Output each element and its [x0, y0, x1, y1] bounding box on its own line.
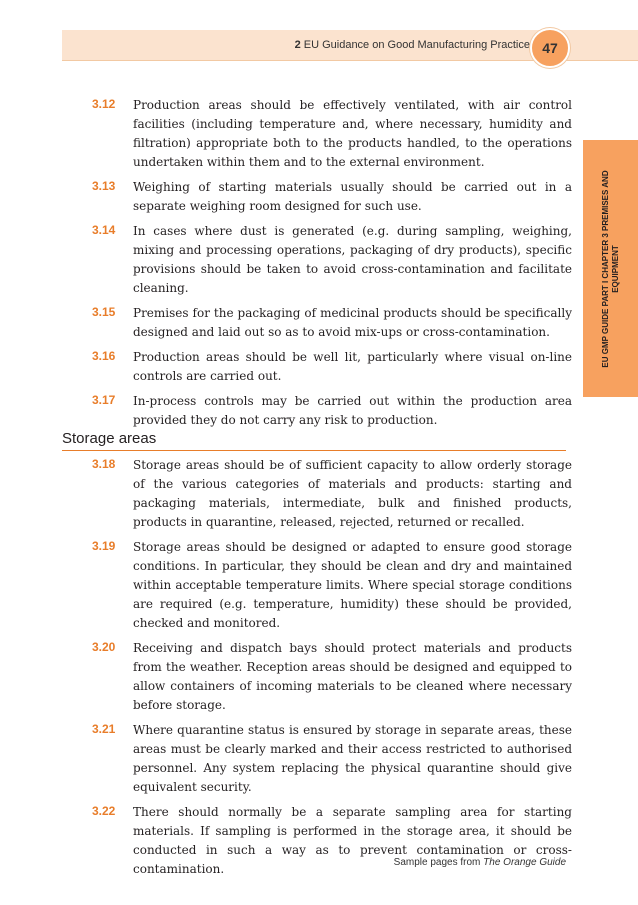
section-divider — [62, 450, 566, 451]
clause-text: There should normally be a separate sampling area for starting materials. If sampling is performed in the storage area, it should be conducted in such a way as to prevent contamination or cross-contamination. — [133, 805, 572, 876]
clause-number: 3.20 — [92, 640, 116, 654]
clause-item — [92, 222, 572, 298]
header-chapter-title: EU Guidance on Good Manufacturing Practice — [303, 39, 530, 51]
page-footer — [394, 857, 566, 868]
clause-item — [92, 456, 572, 532]
clause-item — [92, 392, 572, 430]
side-thumb-tab — [583, 140, 638, 397]
clause-number: 3.14 — [92, 223, 116, 237]
clause-number: 3.18 — [92, 457, 116, 471]
footer-prefix: Sample pages from — [393, 857, 481, 868]
clause-text: Storage areas should be of sufficient capacity to allow orderly storage of the various categories of materials and products: starting and packaging materials, intermediate, bulk and finished products, products in quarantine, released, rejected, returned or recalled. — [133, 458, 572, 529]
clause-text: Storage areas should be designed or adapted to ensure good storage conditions. In particular, they should be clean and dry and maintained within acceptable temperature limits. Where special storage conditions are required (e.g. temperature, humidity) these should be provided, checked and monitored. — [133, 540, 572, 630]
clause-item — [92, 538, 572, 633]
clause-item — [92, 304, 572, 342]
production-items-list — [92, 96, 572, 436]
side-tab-line-2: EQUIPMENT — [610, 244, 620, 293]
footer-book-title: The Orange Guide — [483, 857, 566, 868]
clause-number: 3.22 — [92, 804, 116, 818]
side-tab-line-1: EU GMP GUIDE PART I CHAPTER 3 PREMISES AND — [600, 169, 610, 368]
clause-item — [92, 178, 572, 216]
clause-text: Weighing of starting materials usually should be carried out in a separate weighing room designed for such use. — [133, 180, 572, 213]
header-chapter-number: 2 — [294, 39, 301, 51]
side-tab-text — [601, 149, 621, 389]
clause-text: Receiving and dispatch bays should protect materials and products from the weather. Reception areas should be designed and equipped to allow containers of incoming materials to be cleaned where necessary before storage. — [133, 641, 572, 712]
clause-number: 3.15 — [92, 305, 116, 319]
section-heading-storage: Storage areas — [62, 430, 157, 447]
storage-items-list — [92, 456, 572, 885]
clause-text: In-process controls may be carried out within the production area provided they do not carry any risk to production. — [133, 394, 572, 427]
clause-text: Production areas should be effectively ventilated, with air control facilities (including temperature and, where necessary, humidity and filtration) appropriate both to the products handled, to the operations undertaken within them and to the external environment. — [133, 98, 572, 169]
header-title — [295, 39, 530, 51]
clause-text: Premises for the packaging of medicinal products should be specifically designed and laid out so as to avoid mix-ups or cross-contamination. — [133, 306, 572, 339]
clause-number: 3.19 — [92, 539, 116, 553]
clause-item — [92, 639, 572, 715]
clause-number: 3.12 — [92, 97, 116, 111]
clause-item — [92, 721, 572, 797]
clause-item — [92, 348, 572, 386]
clause-item — [92, 96, 572, 172]
clause-number: 3.17 — [92, 393, 116, 407]
clause-text: In cases where dust is generated (e.g. during sampling, weighing, mixing and processing operations, packaging of dry products), specific provisions should be taken to avoid cross-contamination and facilitate cleaning. — [133, 224, 572, 295]
clause-text: Where quarantine status is ensured by storage in separate areas, these areas must be clearly marked and their access restricted to authorised personnel. Any system replacing the physical quarantine should give equivalent security. — [133, 723, 572, 794]
clause-number: 3.13 — [92, 179, 116, 193]
page-number: 47 — [530, 28, 570, 68]
clause-number: 3.16 — [92, 349, 116, 363]
clause-text: Production areas should be well lit, particularly where visual on-line controls are carried out. — [133, 350, 572, 383]
clause-number: 3.21 — [92, 722, 116, 736]
